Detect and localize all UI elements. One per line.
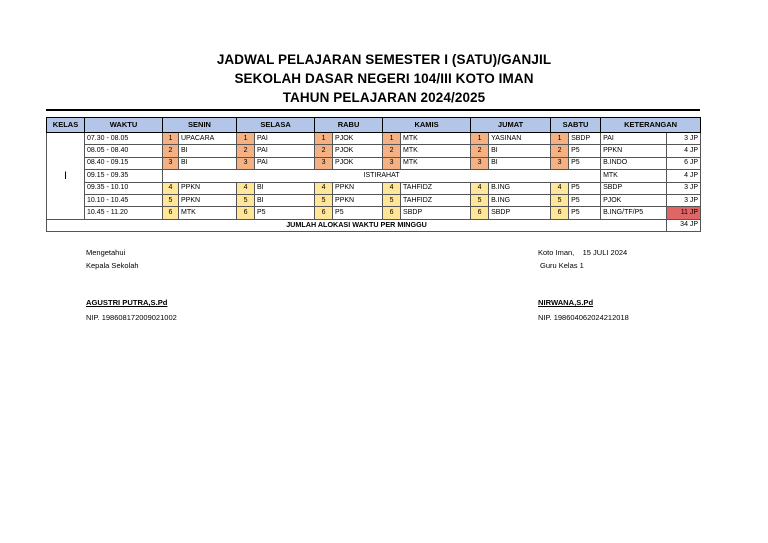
selasa-period-number: 5 bbox=[237, 194, 255, 206]
col-rabu: RABU bbox=[315, 118, 383, 133]
waktu-cell: 07.30 - 08.05 bbox=[85, 133, 163, 145]
rabu-subject: PJOK bbox=[333, 145, 383, 157]
waktu-cell: 08.05 - 08.40 bbox=[85, 145, 163, 157]
kamis-subject: MTK bbox=[401, 145, 471, 157]
jumat-period-number: 6 bbox=[471, 207, 489, 219]
selasa-subject: BI bbox=[255, 182, 315, 194]
col-keterangan: KETERANGAN bbox=[601, 118, 701, 133]
jumat-subject: BI bbox=[489, 145, 551, 157]
rabu-subject: PJOK bbox=[333, 157, 383, 169]
waktu-cell: 10.45 - 11.20 bbox=[85, 207, 163, 219]
schedule-body bbox=[47, 133, 701, 232]
keterangan-jp: 11 JP bbox=[667, 207, 701, 219]
selasa-period-number: 2 bbox=[237, 145, 255, 157]
title-line-1: JADWAL PELAJARAN SEMESTER I (SATU)/GANJIL bbox=[216, 52, 552, 67]
jumat-subject: SBDP bbox=[489, 207, 551, 219]
table-row bbox=[47, 207, 701, 219]
jumat-subject: B.ING bbox=[489, 194, 551, 206]
senin-period-number: 1 bbox=[163, 133, 179, 145]
rabu-subject: PPKN bbox=[333, 194, 383, 206]
selasa-subject: PAI bbox=[255, 145, 315, 157]
sabtu-period-number: 5 bbox=[551, 194, 569, 206]
col-sabtu: SABTU bbox=[551, 118, 601, 133]
guru-kelas-nip: NIP. 198604062024212018 bbox=[538, 313, 629, 322]
table-row bbox=[47, 182, 701, 194]
senin-subject: PPKN bbox=[179, 194, 237, 206]
senin-period-number: 5 bbox=[163, 194, 179, 206]
istirahat-cell: ISTIRAHAT bbox=[163, 170, 601, 182]
sabtu-period-number: 1 bbox=[551, 133, 569, 145]
col-kelas: KELAS bbox=[47, 118, 85, 133]
keterangan-subject: B.ING/TF/P5 bbox=[601, 207, 667, 219]
kepala-sekolah-name: AGUSTRI PUTRA,S.Pd bbox=[86, 298, 168, 307]
waktu-cell: 10.10 - 10.45 bbox=[85, 194, 163, 206]
senin-subject: BI bbox=[179, 157, 237, 169]
col-kamis: KAMIS bbox=[383, 118, 471, 133]
rabu-subject: PPKN bbox=[333, 182, 383, 194]
jumat-period-number: 5 bbox=[471, 194, 489, 206]
senin-subject: UPACARA bbox=[179, 133, 237, 145]
senin-subject: MTK bbox=[179, 207, 237, 219]
kepala-sekolah-nip: NIP. 198608172009021002 bbox=[86, 313, 177, 322]
keterangan-jp: 4 JP bbox=[667, 170, 701, 182]
schedule-table bbox=[46, 117, 701, 232]
col-jumat: JUMAT bbox=[471, 118, 551, 133]
kamis-subject: TAHFIDZ bbox=[401, 194, 471, 206]
table-row bbox=[47, 133, 701, 145]
senin-period-number: 2 bbox=[163, 145, 179, 157]
jumat-subject: YASINAN bbox=[489, 133, 551, 145]
sabtu-subject: P5 bbox=[569, 145, 601, 157]
selasa-period-number: 6 bbox=[237, 207, 255, 219]
jumat-subject: BI bbox=[489, 157, 551, 169]
sabtu-subject: P5 bbox=[569, 182, 601, 194]
waktu-cell: 08.40 - 09.15 bbox=[85, 157, 163, 169]
kamis-subject: MTK bbox=[401, 157, 471, 169]
keterangan-jp: 4 JP bbox=[667, 145, 701, 157]
keterangan-jp: 3 JP bbox=[667, 133, 701, 145]
table-row bbox=[47, 145, 701, 157]
sabtu-period-number: 6 bbox=[551, 207, 569, 219]
col-waktu: WAKTU bbox=[85, 118, 163, 133]
selasa-subject: P5 bbox=[255, 207, 315, 219]
keterangan-jp: 3 JP bbox=[667, 194, 701, 206]
col-senin: SENIN bbox=[163, 118, 237, 133]
waktu-cell: 09.35 - 10.10 bbox=[85, 182, 163, 194]
kelas-cell: I bbox=[47, 133, 85, 220]
mengetahui-label: Mengetahui bbox=[86, 248, 126, 257]
rabu-subject: P5 bbox=[333, 207, 383, 219]
selasa-period-number: 4 bbox=[237, 182, 255, 194]
total-value: 34 JP bbox=[667, 219, 701, 231]
rabu-period-number: 1 bbox=[315, 133, 333, 145]
selasa-subject: BI bbox=[255, 194, 315, 206]
sabtu-period-number: 2 bbox=[551, 145, 569, 157]
jumat-subject: B.ING bbox=[489, 182, 551, 194]
waktu-cell: 09.15 - 09.35 bbox=[85, 170, 163, 182]
selasa-period-number: 3 bbox=[237, 157, 255, 169]
jumat-period-number: 4 bbox=[471, 182, 489, 194]
jumat-period-number: 1 bbox=[471, 133, 489, 145]
sabtu-subject: SBDP bbox=[569, 133, 601, 145]
keterangan-jp: 3 JP bbox=[667, 182, 701, 194]
rabu-period-number: 3 bbox=[315, 157, 333, 169]
kamis-subject: TAHFIDZ bbox=[401, 182, 471, 194]
title-divider bbox=[46, 109, 700, 111]
sabtu-subject: P5 bbox=[569, 157, 601, 169]
title-line-2: SEKOLAH DASAR NEGERI 104/III KOTO IMAN bbox=[234, 71, 534, 86]
kamis-subject: MTK bbox=[401, 133, 471, 145]
senin-period-number: 3 bbox=[163, 157, 179, 169]
kepala-sekolah-label: Kepala Sekolah bbox=[86, 261, 139, 270]
keterangan-subject: PPKN bbox=[601, 145, 667, 157]
jumat-period-number: 3 bbox=[471, 157, 489, 169]
kamis-period-number: 1 bbox=[383, 133, 401, 145]
keterangan-jp: 6 JP bbox=[667, 157, 701, 169]
selasa-subject: PAI bbox=[255, 133, 315, 145]
total-row bbox=[47, 219, 701, 231]
place-date: Koto Iman, 15 JULI 2024 bbox=[538, 248, 628, 257]
sabtu-subject: P5 bbox=[569, 194, 601, 206]
keterangan-subject: SBDP bbox=[601, 182, 667, 194]
table-row bbox=[47, 194, 701, 206]
table-row bbox=[47, 157, 701, 169]
kamis-period-number: 3 bbox=[383, 157, 401, 169]
keterangan-subject: PJOK bbox=[601, 194, 667, 206]
sabtu-period-number: 3 bbox=[551, 157, 569, 169]
keterangan-subject: B.INDO bbox=[601, 157, 667, 169]
table-header-row bbox=[47, 118, 701, 133]
rabu-period-number: 2 bbox=[315, 145, 333, 157]
guru-kelas-label: Guru Kelas 1 bbox=[540, 261, 584, 270]
senin-period-number: 6 bbox=[163, 207, 179, 219]
senin-subject: BI bbox=[179, 145, 237, 157]
sabtu-subject: P5 bbox=[569, 207, 601, 219]
rabu-period-number: 4 bbox=[315, 182, 333, 194]
senin-subject: PPKN bbox=[179, 182, 237, 194]
rabu-period-number: 6 bbox=[315, 207, 333, 219]
rabu-subject: PJOK bbox=[333, 133, 383, 145]
kamis-period-number: 5 bbox=[383, 194, 401, 206]
jumat-period-number: 2 bbox=[471, 145, 489, 157]
guru-kelas-name: NIRWANA,S.Pd bbox=[538, 298, 594, 307]
table-row bbox=[47, 170, 701, 182]
selasa-subject: PAI bbox=[255, 157, 315, 169]
kamis-period-number: 2 bbox=[383, 145, 401, 157]
selasa-period-number: 1 bbox=[237, 133, 255, 145]
kamis-period-number: 4 bbox=[383, 182, 401, 194]
rabu-period-number: 5 bbox=[315, 194, 333, 206]
senin-period-number: 4 bbox=[163, 182, 179, 194]
document-title bbox=[0, 50, 768, 107]
title-line-3: TAHUN PELAJARAN 2024/2025 bbox=[282, 90, 486, 105]
keterangan-subject: PAI bbox=[601, 133, 667, 145]
keterangan-subject: MTK bbox=[601, 170, 667, 182]
total-label: JUMLAH ALOKASI WAKTU PER MINGGU bbox=[47, 219, 667, 231]
kamis-period-number: 6 bbox=[383, 207, 401, 219]
col-selasa: SELASA bbox=[237, 118, 315, 133]
kamis-subject: SBDP bbox=[401, 207, 471, 219]
sabtu-period-number: 4 bbox=[551, 182, 569, 194]
